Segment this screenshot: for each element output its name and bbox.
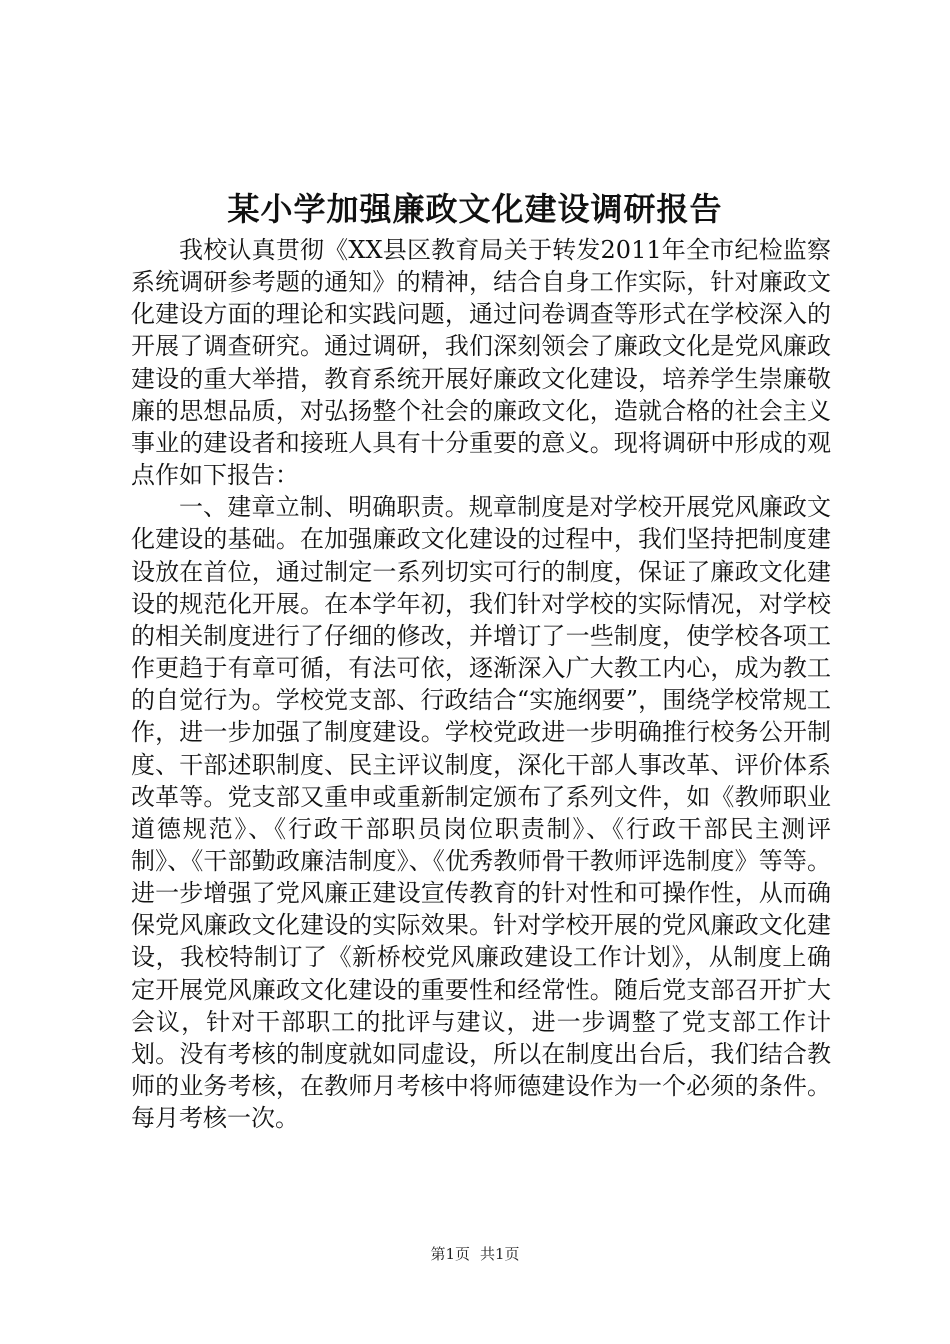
document-title: 某小学加强廉政文化建设调研报告 bbox=[227, 190, 723, 228]
paragraph-section-one: 一、建章立制、明确职责。规章制度是对学校开展党风廉政文化建设的基础。在加强廉政文化建设的过程中，我们坚持把制度建设放在首位，通过制定一系列切实可行的制度，保证了廉政文化建设的规范化开展。在本学年初，我们针对学校的实际情况，对学校的相关制度进行了仔细的修改，并增订了一些制度，使学校各项工作更趋于有章可循，有法可依，逐渐深入广大教工内心，成为教工的自觉行为。学校党支部、行政结合“实施纲要”，围绕学校常规工作，进一步加强了制度建设。学校党政进一步明确推行校务公开制度、干部述职制度、民主评议制度，深化干部人事改革、评价体系改革等。党支部又重申或重新制定颁布了系列文件，如《教师职业道德规范》、《行政干部职员岗位职责制》、《行政干部民主测评制》、《干部勤政廉洁制度》、《优秀教师骨干教师评选制度》等等。进一步增强了党风廉正建设宣传教育的针对性和可操作性，从而确保党风廉政文化建设的实际效果。针对学校开展的党风廉政文化建设，我校特制订了《新桥校党风廉政建设工作计划》，从制度上确定开展党风廉政文化建设的重要性和经常性。随后党支部召开扩大会议，针对干部职工的批评与建议，进一步调整了党支部工作计划。没有考核的制度就如同虚设，所以在制度出台后，我们结合教师的业务考核，在教师月考核中将师德建设作为一个必须的条件。每月考核一次。 bbox=[131, 493, 831, 1133]
page-footer bbox=[0, 1244, 950, 1264]
paragraph-intro: 我校认真贯彻《XX县区教育局关于转发2011年全市纪检监察系统调研参考题的通知》的精神，结合自身工作实际，针对廉政文化建设方面的理论和实践问题，通过问卷调查等形式在学校深入的开展了调查研究。通过调研，我们深刻领会了廉政文化是党风廉政建设的重大举措，教育系统开展好廉政文化建设，培养学生崇廉敬廉的思想品质，对弘扬整个社会的廉政文化，造就合格的社会主义事业的建设者和接班人具有十分重要的意义。现将调研中形成的观点作如下报告： bbox=[131, 236, 831, 490]
page-total: 共1页 bbox=[480, 1245, 520, 1263]
page-number: 第1页 bbox=[430, 1245, 470, 1263]
document-body bbox=[131, 234, 831, 1134]
